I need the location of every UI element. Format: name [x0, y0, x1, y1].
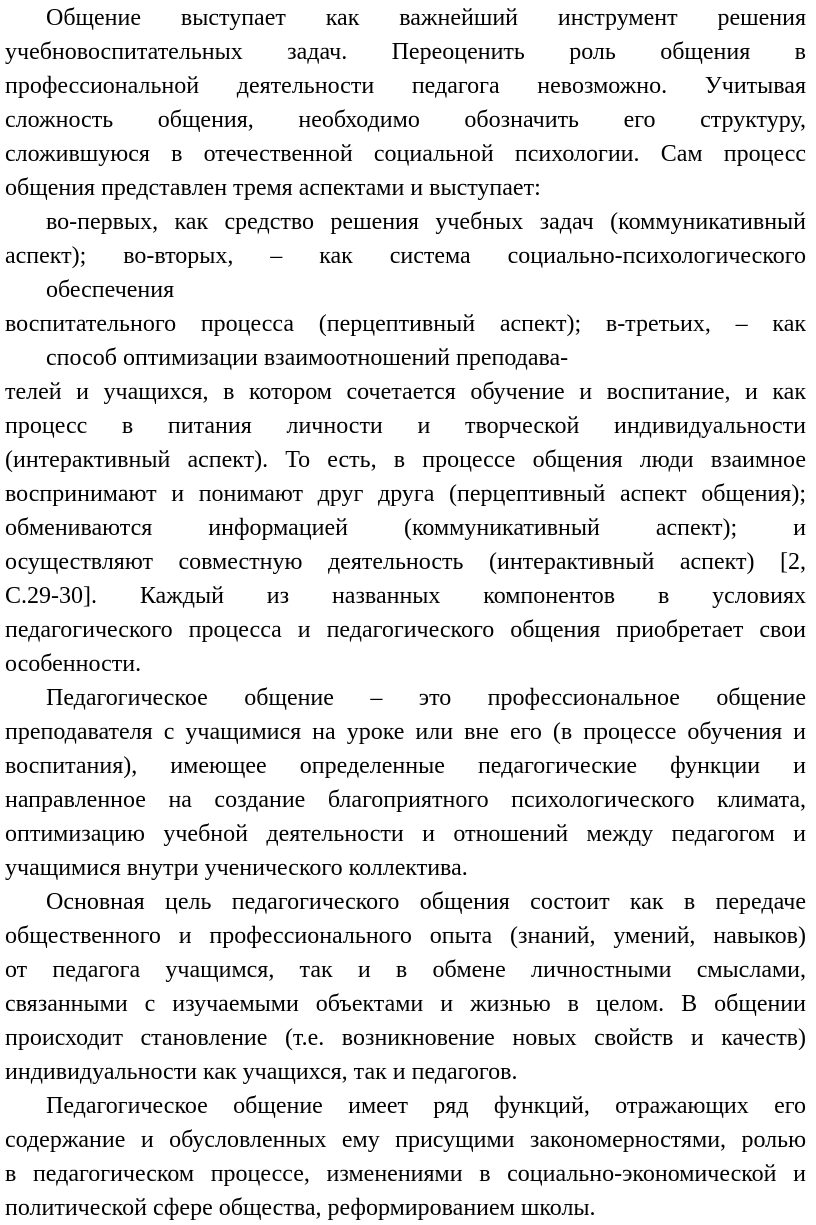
text-line: обеспечения [46, 277, 175, 303]
text-line: сложившуюся в отечественной социальной психологии. Сам процесс [5, 141, 806, 167]
text-line: С.29-30]. Каждый из названных компонентов в условиях [5, 583, 806, 609]
text-line: воспитательного процесса (перцептивный аспект); в-третьих, – как [5, 311, 806, 337]
text-line: (интерактивный аспект). То есть, в процессе общения люди взаимное [5, 447, 806, 473]
text-line: обмениваются информацией (коммуникативный аспект); и [5, 515, 806, 541]
text-line: происходит становление (т.е. возникновение новых свойств и качеств) [5, 1025, 806, 1051]
text-line: индивидуальности как учащихся, так и педагогов. [5, 1059, 518, 1085]
text-line: во-первых, как средство решения учебных задач (коммуникативный [46, 209, 806, 235]
text-line: Педагогическое общение – это профессиональное общение [46, 685, 806, 711]
text-line: учащимися внутри ученического коллектива. [5, 855, 468, 881]
text-line: воспитания), имеющее определенные педагогические функции и [5, 753, 806, 779]
text-line: преподавателя с учащимися на уроке или вне его (в процессе обучения и [5, 719, 806, 745]
text-line: Общение выступает как важнейший инструмент решения [46, 5, 806, 31]
text-line: телей и учащихся, в котором сочетается обучение и воспитание, и как [5, 379, 806, 405]
text-line: педагогического процесса и педагогического общения приобретает свои [5, 617, 806, 643]
text-line: осуществляют совместную деятельность (интерактивный аспект) [2, [5, 549, 806, 575]
text-line: общественного и профессионального опыта (знаний, умений, навыков) [5, 923, 806, 949]
text-line: сложность общения, необходимо обозначить его структуру, [5, 107, 806, 133]
text-line: направленное на создание благоприятного психологического климата, [5, 787, 806, 813]
text-line: профессиональной деятельности педагога невозможно. Учитывая [5, 73, 806, 99]
text-line: способ оптимизации взаимоотношений преподава- [46, 345, 569, 371]
text-line: содержание и обусловленных ему присущими закономерностями, ролью [5, 1127, 806, 1153]
text-line: учебновоспитательных задач. Переоценить роль общения в [5, 39, 806, 65]
text-line: от педагога учащимся, так и в обмене личностными смыслами, [5, 957, 806, 983]
text-line: процесс в питания личности и творческой индивидуальности [5, 413, 806, 439]
text-line: особенности. [5, 651, 142, 677]
text-line: в педагогическом процессе, изменениями в социально-экономической и [5, 1161, 806, 1187]
text-line: аспект); во-вторых, – как система социально-психологического [5, 243, 806, 269]
text-line: общения представлен тремя аспектами и выступает: [5, 175, 541, 201]
text-line: Основная цель педагогического общения состоит как в передаче [46, 889, 806, 915]
text-line: Педагогическое общение имеет ряд функций, отражающих его [46, 1093, 806, 1119]
text-line: политической сфере общества, реформированием школы. [5, 1195, 596, 1221]
text-line: связанными с изучаемыми объектами и жизнью в целом. В общении [5, 991, 806, 1017]
text-line: оптимизацию учебной деятельности и отношений между педагогом и [5, 821, 806, 847]
text-line: воспринимают и понимают друг друга (перцептивный аспект общения); [5, 481, 806, 507]
